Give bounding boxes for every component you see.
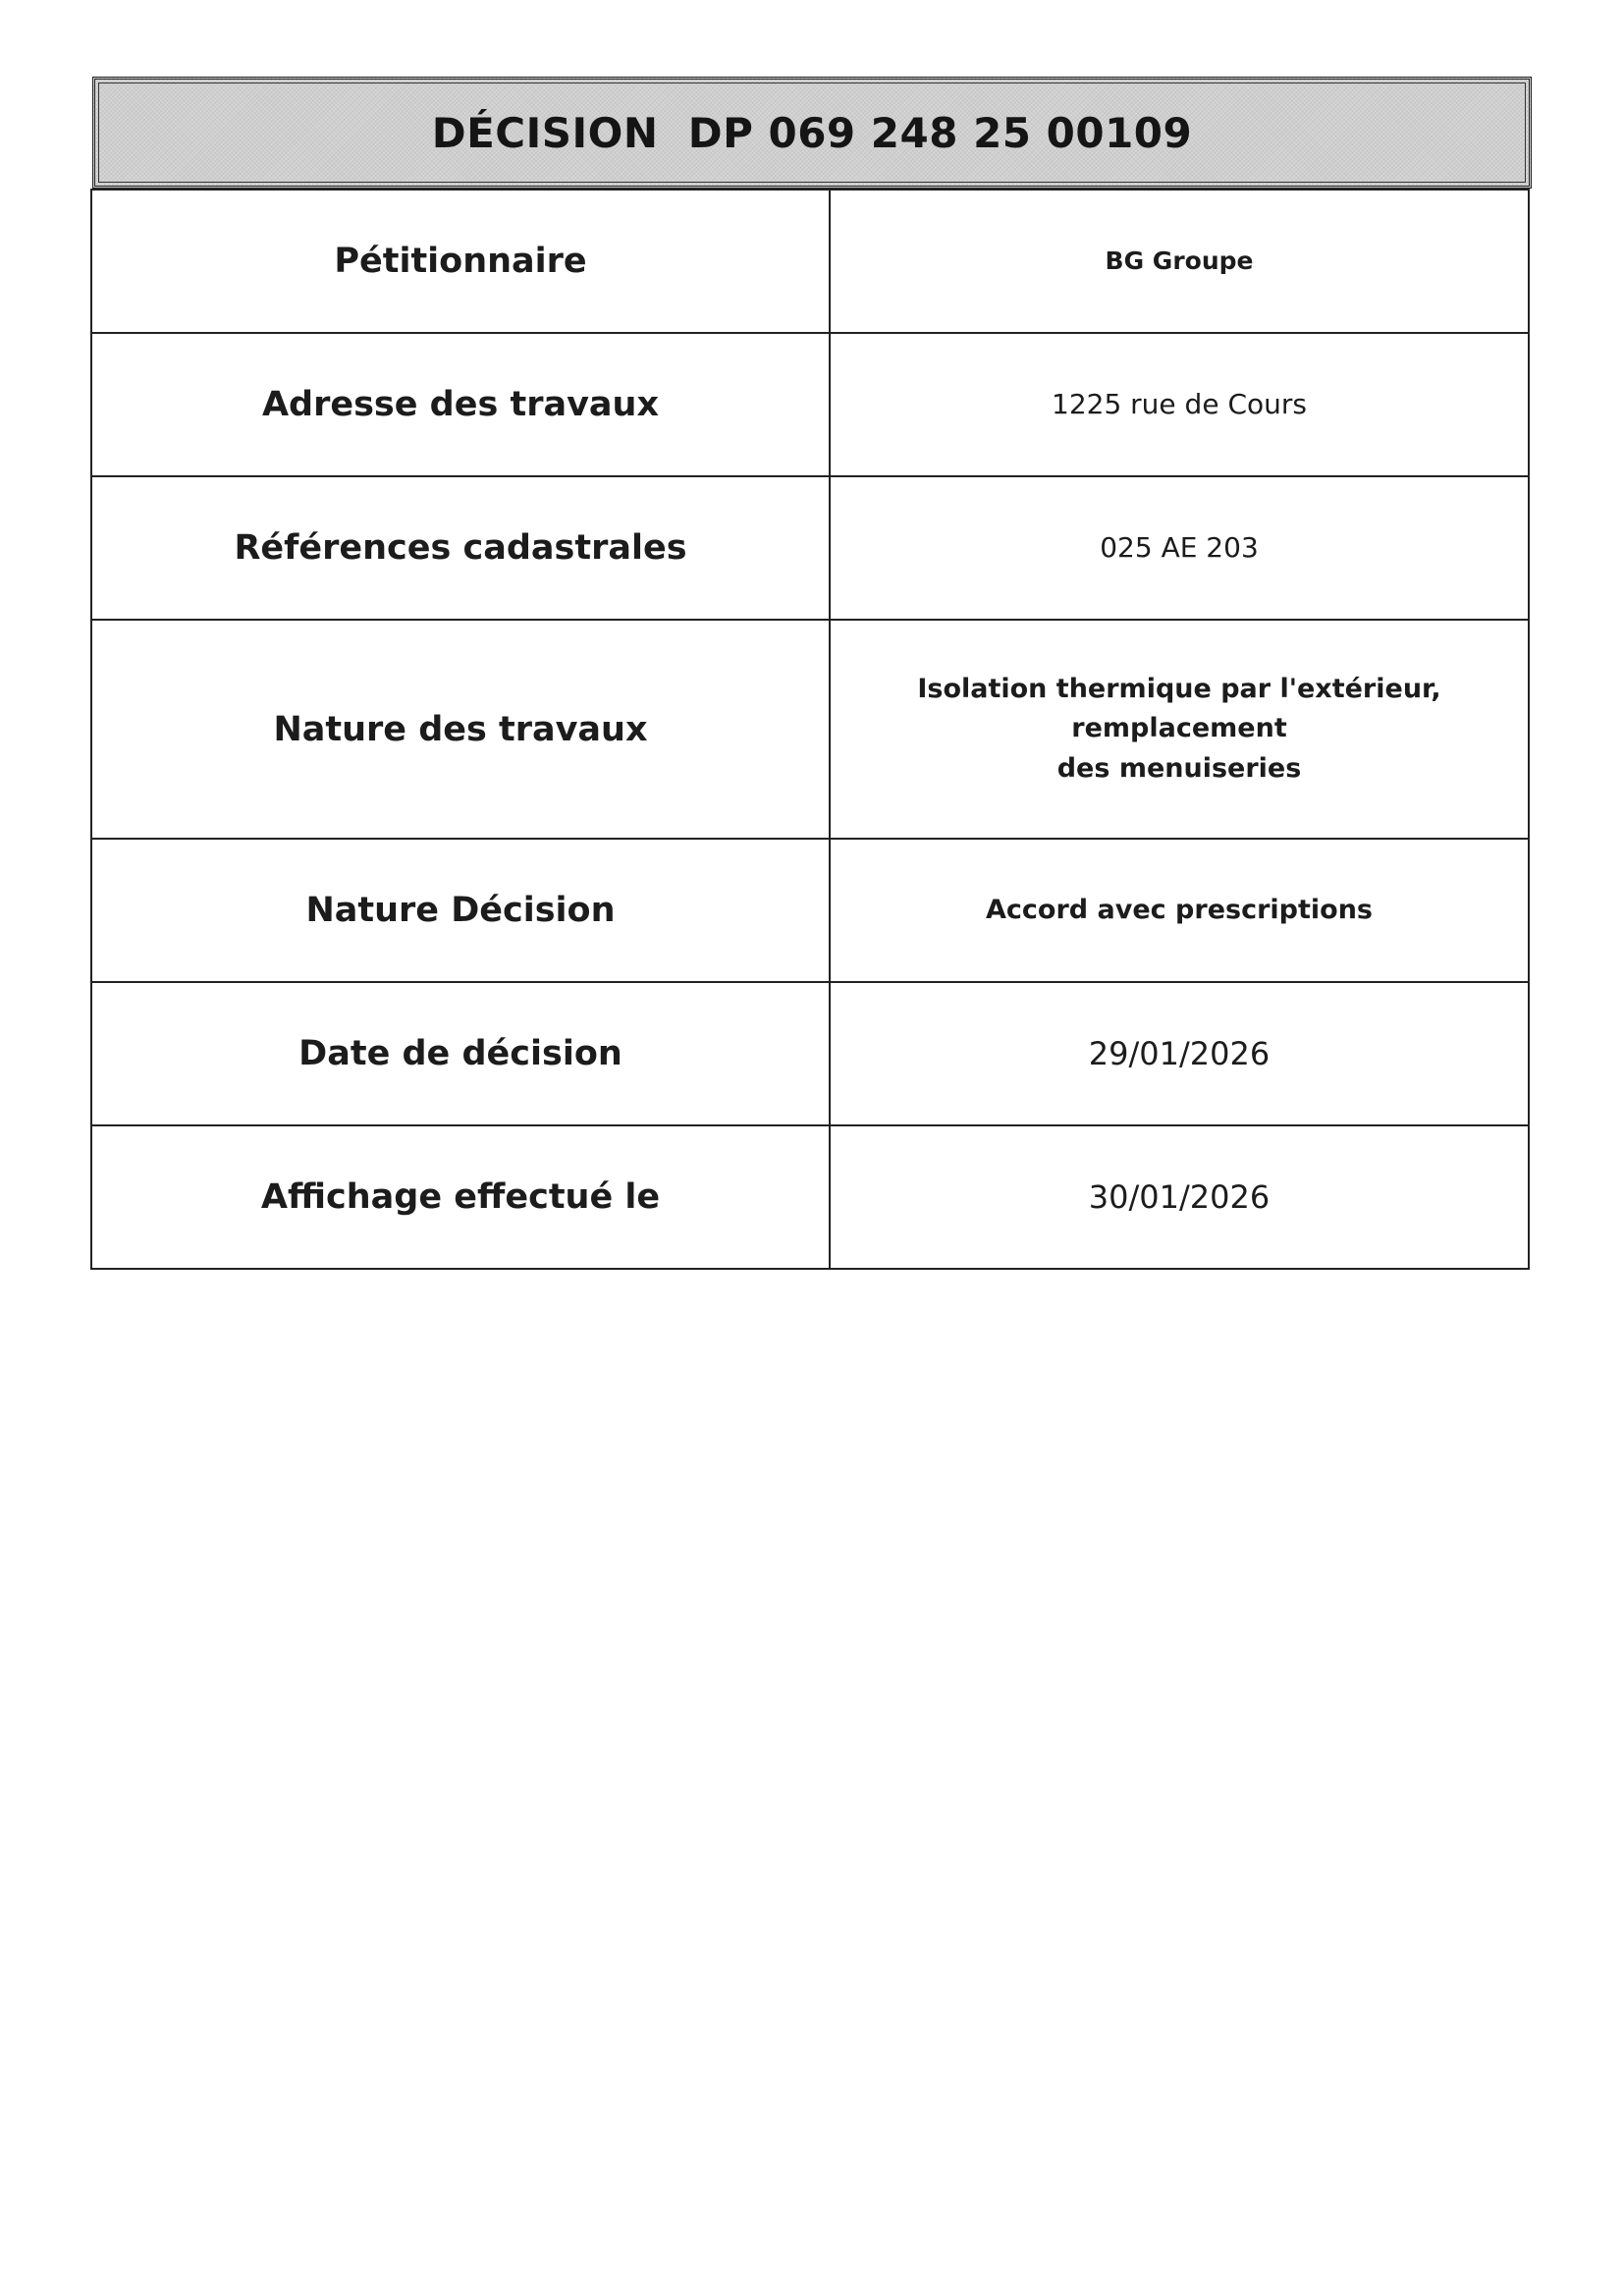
label-references-cadastrales: Références cadastrales bbox=[91, 476, 830, 620]
label-nature-decision: Nature Décision bbox=[91, 839, 830, 982]
value-date-decision: 29/01/2026 bbox=[830, 982, 1529, 1125]
value-nature-travaux-line-1: Isolation thermique par l'extérieur, remplacement bbox=[917, 673, 1441, 744]
value-nature-travaux bbox=[830, 620, 1529, 839]
decision-header bbox=[92, 77, 1532, 189]
value-affichage-effectue: 30/01/2026 bbox=[830, 1125, 1529, 1269]
table-row bbox=[91, 190, 1529, 333]
decision-title: DÉCISION DP 069 248 25 00109 bbox=[431, 108, 1193, 157]
value-petitionnaire: BG Groupe bbox=[830, 190, 1529, 333]
table-row bbox=[91, 982, 1529, 1125]
label-affichage-effectue: Affichage effectué le bbox=[91, 1125, 830, 1269]
value-nature-decision: Accord avec prescriptions bbox=[830, 839, 1529, 982]
label-petitionnaire: Pétitionnaire bbox=[91, 190, 830, 333]
value-adresse-travaux: 1225 rue de Cours bbox=[830, 333, 1529, 476]
label-date-decision: Date de décision bbox=[91, 982, 830, 1125]
decision-table bbox=[90, 189, 1530, 1270]
table-row bbox=[91, 1125, 1529, 1269]
value-nature-travaux-line-2: des menuiseries bbox=[1056, 752, 1302, 784]
table-row bbox=[91, 333, 1529, 476]
table-row bbox=[91, 839, 1529, 982]
table-row bbox=[91, 620, 1529, 839]
label-nature-travaux: Nature des travaux bbox=[91, 620, 830, 839]
table-row bbox=[91, 476, 1529, 620]
value-references-cadastrales: 025 AE 203 bbox=[830, 476, 1529, 620]
label-adresse-travaux: Adresse des travaux bbox=[91, 333, 830, 476]
